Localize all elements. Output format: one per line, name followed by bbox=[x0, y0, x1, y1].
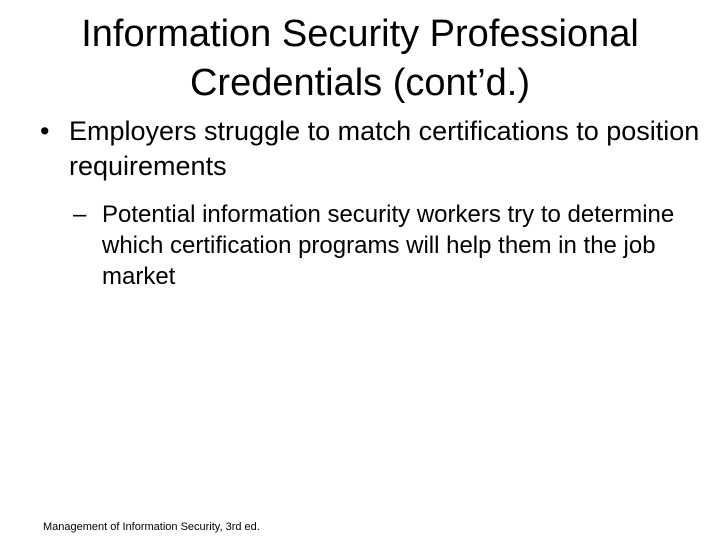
bullet-item bbox=[40, 114, 700, 184]
slide-title bbox=[20, 10, 700, 108]
bullet-marker: • bbox=[40, 116, 50, 146]
slide-title-line-2: Credentials (cont’d.) bbox=[189, 62, 531, 104]
sub-bullet-text: Potential information security workers try to determine which certification programs will help them in the job market bbox=[102, 201, 675, 290]
slide-footer: Management of Information Security, 3rd ed. bbox=[43, 521, 260, 533]
sub-bullet-item bbox=[73, 199, 703, 292]
bullet-text: Employers struggle to match certifications to position requirements bbox=[69, 116, 700, 181]
sub-bullet-marker: – bbox=[73, 201, 87, 228]
slide-title-line-1: Information Security Professional bbox=[81, 13, 639, 55]
